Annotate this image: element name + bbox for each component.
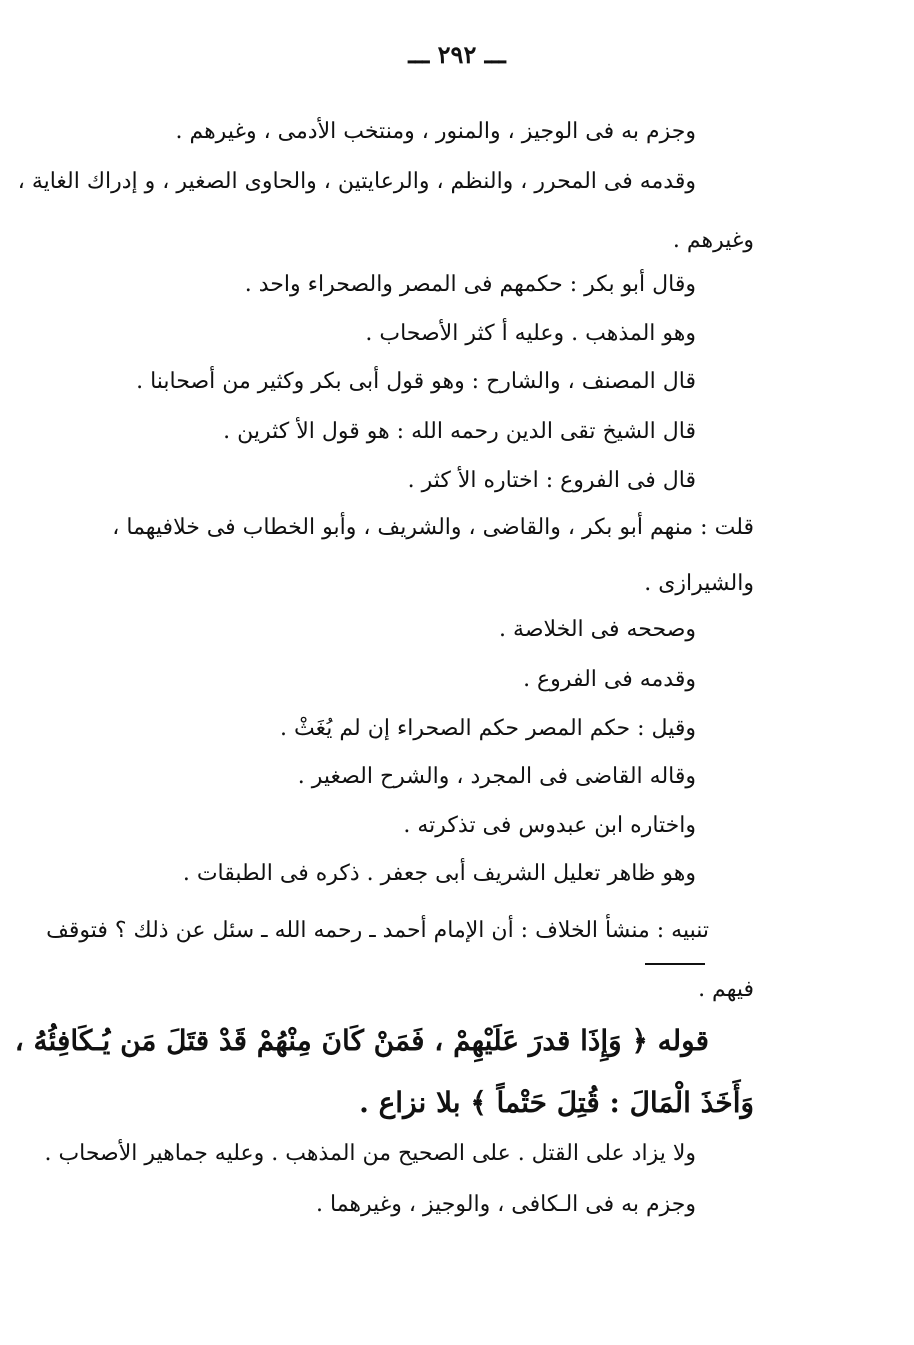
quote-heading-line: وَأَخَذَ الْمَالَ : قُتِلَ حَتْماً ﴾ بلا نزاع . (359, 1086, 754, 1119)
text-line: وقال أبو بكر : حكمهم فى المصر والصحراء واحد . (244, 272, 696, 297)
text-line: وقدمه فى المحرر ، والنظم ، والرعايتين ، والحاوى الصغير ، و إدراك الغاية ، (17, 169, 696, 194)
text-line: وقاله القاضى فى المجرد ، والشرح الصغير . (297, 764, 696, 789)
text-line: وقدمه فى الفروع . (523, 667, 696, 692)
text-line: ولا يزاد على القتل . على الصحيح من المذهب . وعليه جماهير الأصحاب . (44, 1141, 696, 1166)
text-line: وصححه فى الخلاصة . (499, 617, 696, 642)
note-underline (645, 963, 705, 965)
note-line: تنبيه : منشأ الخلاف : أن الإمام أحمد ـ رحمه الله ـ سئل عن ذلك ؟ فتوقف (46, 918, 709, 943)
text-line: وغيرهم . (672, 228, 754, 253)
text-line: قال فى الفروع : اختاره الأ كثر . (407, 468, 696, 493)
text-line: وهو ظاهر تعليل الشريف أبى جعفر . ذكره فى الطبقات . (182, 861, 696, 886)
text-line: قال الشيخ تقى الدين رحمه الله : هو قول الأ كثرين . (223, 419, 696, 444)
text-line: وقيل : حكم المصر حكم الصحراء إن لم يُغَثْ . (280, 716, 696, 741)
text-line: فيهم . (698, 977, 754, 1002)
text-line: قلت : منهم أبو بكر ، والقاضى ، والشريف ، وأبو الخطاب فى خلافيهما ، (112, 515, 754, 540)
quote-heading-line: قوله ﴿ وَإِذَا قدرَ عَلَيْهِمْ ، فَمَنْ كَانَ مِنْهُمْ قَدْ قتَلَ مَن يُـكَافِئُهُ ، (14, 1024, 709, 1057)
text-line: وهو المذهب . وعليه أ كثر الأصحاب . (365, 321, 696, 346)
text-line: وجزم به فى الوجيز ، والمنور ، ومنتخب الأدمى ، وغيرهم . (175, 119, 696, 144)
text-line: واختاره ابن عبدوس فى تذكرته . (403, 813, 696, 838)
text-line: وجزم به فى الـكافى ، والوجيز ، وغيرهما . (316, 1192, 696, 1217)
text-line: والشيرازى . (644, 571, 754, 596)
text-line: قال المصنف ، والشارح : وهو قول أبى بكر وكثير من أصحابنا . (136, 369, 696, 394)
page-number: ـــ ٢٩٢ ـــ (408, 40, 506, 69)
